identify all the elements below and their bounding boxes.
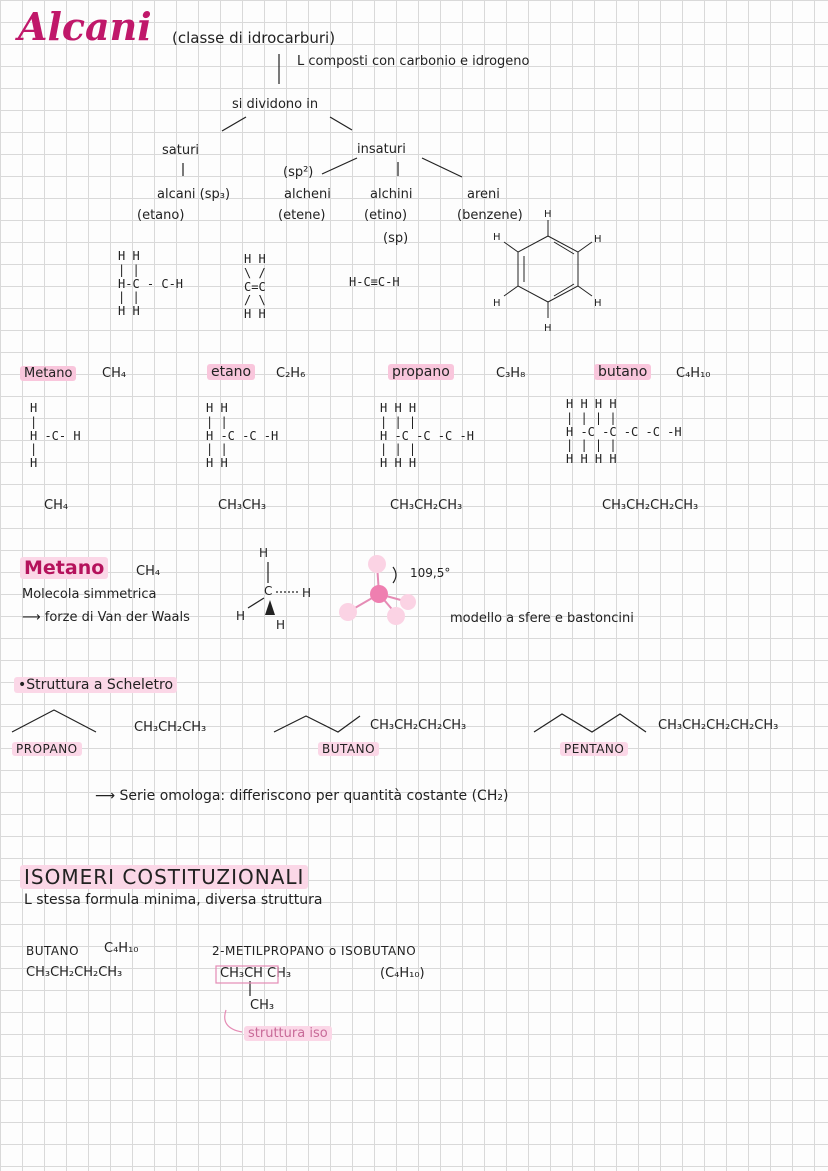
skeleton-formula-propane: CH₃CH₂CH₃ — [134, 720, 207, 735]
tree-benzene: (benzene) — [457, 208, 523, 223]
skeleton-label-butane: BUTANO — [318, 743, 379, 756]
tree-etino: (etino) — [364, 208, 408, 223]
svg-text:H: H — [594, 298, 602, 309]
isomers-description: L stessa formula minima, diversa struttura — [24, 892, 323, 908]
alkane-name-etano: etano — [207, 365, 255, 380]
alkane-formula-etano: C₂H₆ — [276, 366, 306, 381]
wedge-h-bottom: H — [276, 618, 286, 632]
skeleton-label-propane: PROPANO — [12, 743, 82, 756]
tree-alcani: alcani (sp₃) — [157, 187, 231, 202]
ethane-structure: H H | | H-C - C-H | | H H — [118, 249, 184, 319]
iso-butane-condensed: CH₃CH₂CH₂CH₃ — [26, 965, 123, 980]
propane-structure: H H H | | | H -C -C -C -H | | | H H H — [380, 401, 474, 471]
divide-label: si dividono in — [232, 97, 319, 112]
svg-text:H: H — [594, 234, 602, 245]
isobutane-formula: (C₄H₁₀) — [380, 966, 425, 981]
tree-sp: (sp) — [383, 231, 409, 246]
tree-insaturi: insaturi — [357, 142, 406, 157]
composition-note: L composti con carbonio e idrogeno — [297, 54, 530, 69]
methane-forces: ⟶ forze di Van der Waals — [22, 610, 190, 625]
alkane-formula-butano: C₄H₁₀ — [676, 366, 711, 381]
skeleton-formula-pentane: CH₃CH₂CH₂CH₂CH₃ — [658, 718, 779, 733]
isobutane-chain: CH₃CH CH₃ — [220, 966, 292, 981]
wedge-h-left: H — [236, 609, 246, 623]
tree-alcheni: alcheni — [284, 187, 331, 202]
skeleton-formula-butane: CH₃CH₂CH₂CH₃ — [370, 718, 467, 733]
methane-structure: H | H -C- H | H — [30, 401, 81, 471]
model-caption: modello a sfere e bastoncini — [450, 611, 634, 626]
skeleton-heading: •Struttura a Scheletro — [14, 678, 177, 693]
skeleton-label-pentane: PENTANO — [560, 743, 628, 756]
ethane-full-structure: H H | | H -C -C -H | | H H — [206, 401, 279, 471]
isobutane-branch: CH₃ — [250, 998, 275, 1013]
alkane-name-metano: Metano — [20, 367, 76, 381]
homologous-series: ⟶ Serie omologa: differiscono per quantità costante (CH₂) — [95, 788, 509, 804]
iso-butane-formula: C₄H₁₀ — [104, 941, 139, 956]
tree-sp2: (sp²) — [283, 165, 314, 180]
svg-text:H: H — [544, 323, 552, 334]
methane-section-formula: CH₄ — [136, 564, 161, 579]
iso-butane-label: BUTANO — [26, 944, 80, 958]
methane-description: Molecola simmetrica — [22, 587, 157, 602]
title-subtitle: (classe di idrocarburi) — [172, 29, 336, 47]
tree-saturi: saturi — [162, 143, 200, 158]
wedge-c: C — [264, 584, 273, 598]
methane-condensed: CH₄ — [44, 498, 69, 513]
svg-text:H: H — [493, 298, 501, 309]
butane-condensed: CH₃CH₂CH₂CH₃ — [602, 498, 699, 513]
bond-angle: 109,5° — [410, 566, 451, 580]
ball-stick-model — [334, 552, 424, 632]
ethyne-structure: H-C≡C-H — [349, 275, 400, 289]
tree-alchini: alchini — [370, 187, 413, 202]
alkane-formula-propano: C₃H₈ — [496, 366, 526, 381]
ethene-structure: H H \ / C=C / \ H H — [244, 252, 266, 322]
tree-etene: (etene) — [278, 208, 326, 223]
svg-text:H: H — [493, 232, 501, 243]
svg-text:H: H — [544, 209, 552, 220]
isomers-title: ISOMERI COSTITUZIONALI — [20, 866, 308, 888]
alkane-name-butano: butano — [594, 365, 651, 380]
ethane-condensed: CH₃CH₃ — [218, 498, 267, 513]
iso-structure-note: struttura iso — [244, 1027, 332, 1041]
wedge-h-right: H — [302, 586, 312, 600]
propane-condensed: CH₃CH₂CH₃ — [390, 498, 463, 513]
alkane-formula-metano: CH₄ — [102, 366, 127, 381]
alkane-name-propano: propano — [388, 365, 454, 380]
butane-structure: H H H H | | | | H -C -C -C -C -H | | | | H H H H — [566, 397, 682, 467]
isobutane-label: 2-METILPROPANO o ISOBUTANO — [212, 944, 417, 958]
methane-section-title: Metano — [20, 558, 108, 579]
tree-etano: (etano) — [137, 208, 185, 223]
tree-areni: areni — [467, 187, 500, 202]
page-title: Alcani — [18, 4, 152, 49]
benzene-ring — [488, 200, 618, 340]
wedge-h-top: H — [259, 546, 269, 560]
